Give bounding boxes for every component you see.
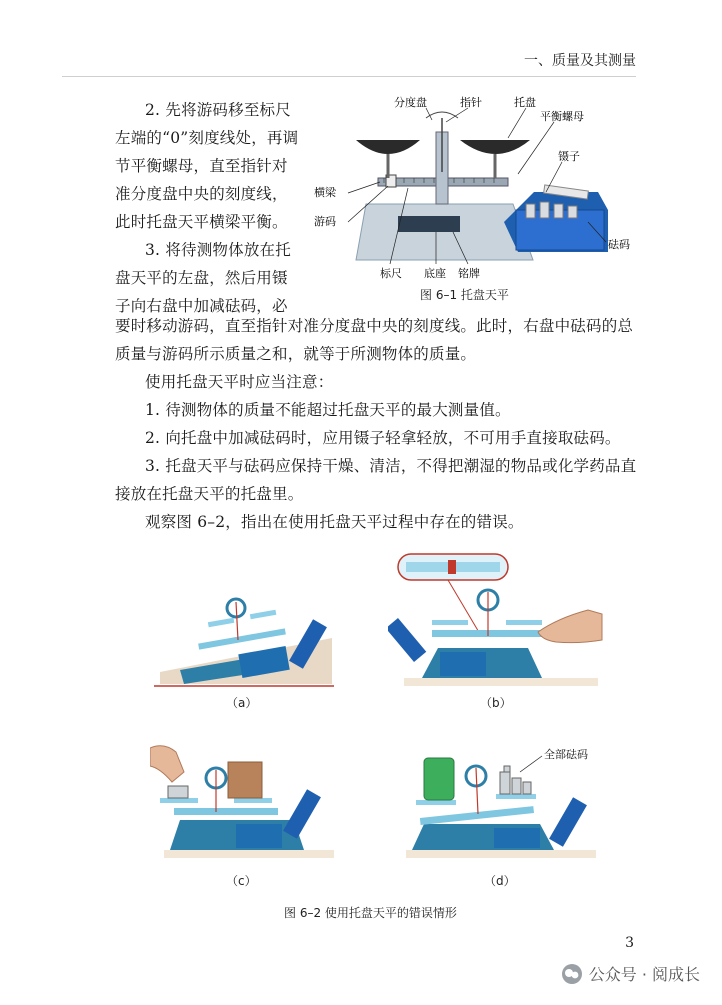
figure-6-2b-hand-rider [388, 548, 608, 690]
wechat-icon [561, 963, 583, 985]
chapter-header: 一、质量及其测量 [524, 53, 636, 69]
all-weights-shapes [500, 766, 531, 794]
weight-box-b [388, 618, 426, 662]
header-rule [62, 76, 636, 77]
label-balance-nut: 平衡螺母 [540, 110, 584, 123]
wooden-block-shape [228, 762, 262, 798]
left-pan-shape [356, 140, 420, 154]
label-pointer: 指针 [460, 96, 482, 109]
figure-6-2a-tilted-table [150, 580, 340, 690]
notice-item-2: 2. 向托盘中加减砝码时，应用镊子轻拿轻放，不可用手直接取砝码。 [145, 429, 621, 447]
nameplate-shape [398, 216, 460, 232]
narrow-text-column [115, 96, 303, 320]
all-weights-leader [520, 756, 542, 772]
weight-on-pan [168, 786, 188, 798]
label-dial: 分度盘 [394, 96, 427, 109]
step-2-paragraph: 2. 先将游码移至标尺左端的“0”刻度线处，再调节平衡螺母，直至指针对准分度盘中央的刻度线，此时托盘天平横梁平衡。 [115, 101, 299, 231]
hand-c-shape [150, 746, 184, 782]
label-scale: 标尺 [380, 267, 402, 280]
notice-heading: 使用托盘天平时应当注意： [145, 373, 334, 391]
weight-box-d [549, 797, 587, 847]
label-base: 底座 [424, 267, 446, 280]
label-nameplate: 铭牌 [458, 267, 480, 280]
step-3-paragraph: 3. 将待测物体放在托盘天平的左盘，然后用镊子向右盘中加减砝码，必 [115, 241, 291, 315]
sub-label-b: （b） [480, 696, 512, 710]
figure-6-1-balance [308, 92, 648, 304]
green-cylinder-shape [424, 758, 454, 800]
label-rider: 游码 [314, 215, 336, 228]
weight-box-c [283, 789, 321, 839]
label-beam: 横梁 [314, 186, 336, 199]
page-number: 3 [625, 935, 634, 951]
sub-label-a: （a） [226, 696, 258, 710]
label-tweezers: 镊子 [558, 150, 580, 163]
observe-instruction: 观察图 6–2，指出在使用托盘天平过程中存在的错误。 [145, 513, 524, 531]
watermark-text: 公众号 · 阅成长 [588, 965, 700, 984]
notice-item-1: 1. 待测物体的质量不能超过托盘天平的最大测量值。 [145, 401, 511, 419]
hand-b-shape [538, 610, 602, 643]
figure-6-2-caption: 图 6–2 使用托盘天平的错误情形 [284, 906, 457, 920]
wide-text-column [115, 312, 643, 536]
sub-label-c: （c） [226, 874, 257, 888]
sub-label-d: （d） [484, 874, 516, 888]
continuation-paragraph: 要时移动游码，直至指针对准分度盘中央的刻度线。此时，右盘中砝码的总质量与游码所示质量之和，就等于所测物体的质量。 [115, 317, 634, 363]
magnified-rider [448, 560, 456, 574]
figure-6-2c-hand-weight [150, 738, 340, 860]
label-pan: 托盘 [514, 96, 536, 109]
figure-6-1-caption: 图 6–1 托盘天平 [420, 288, 509, 302]
label-weights: 砝码 [608, 238, 630, 251]
label-all-weights: 全部砝码 [544, 748, 588, 761]
watermark [561, 962, 700, 985]
notice-item-3: 3. 托盘天平与砝码应保持干燥、清洁，不得把潮湿的物品或化学药品直接放在托盘天平的托盘里。 [115, 457, 637, 503]
magnify-leader [448, 580, 480, 634]
right-pan-shape [460, 140, 530, 154]
